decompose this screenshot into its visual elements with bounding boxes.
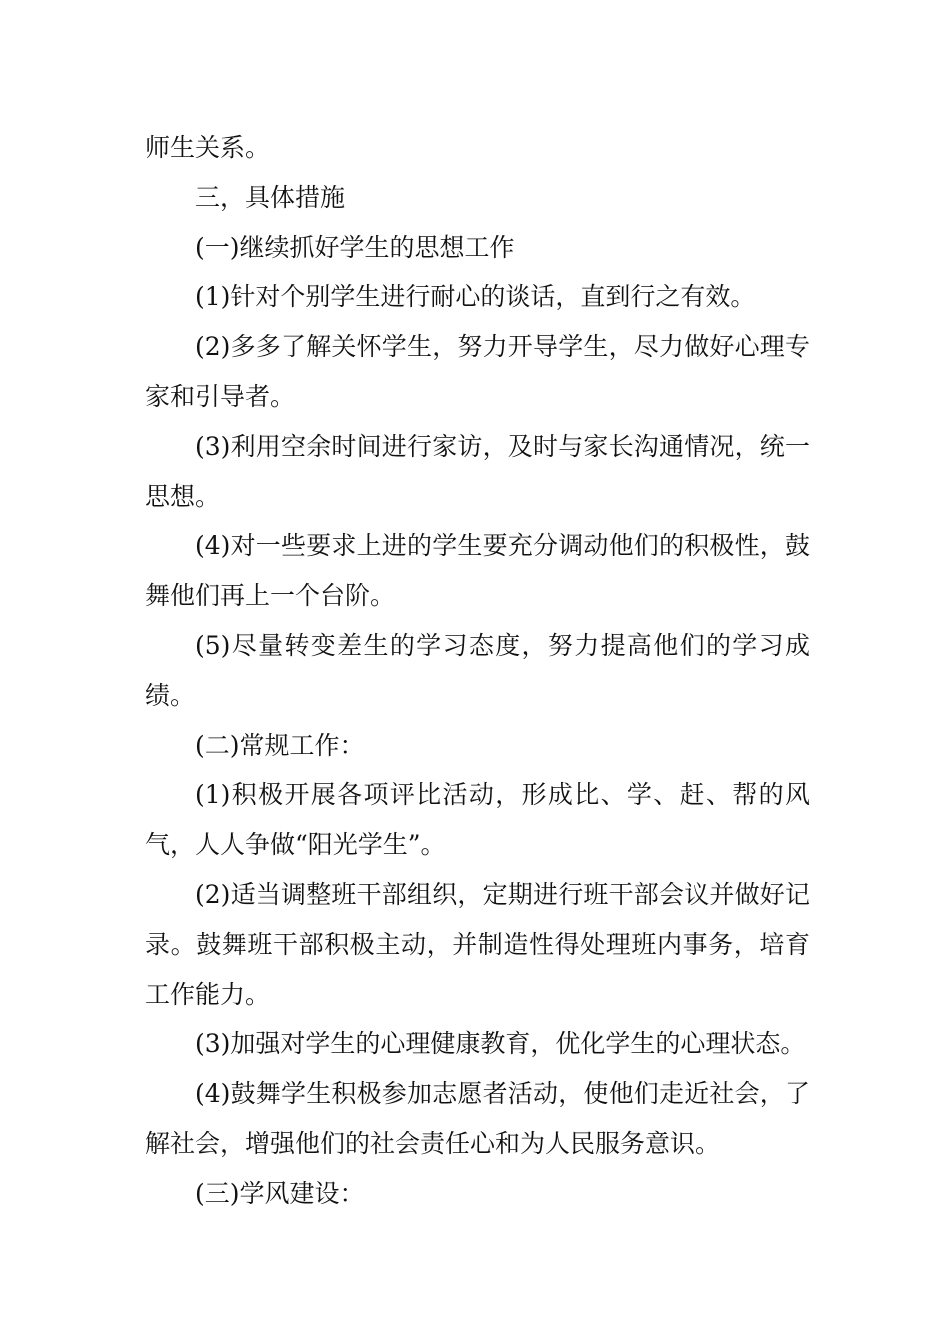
subsection-heading-routine-work: (二)常规工作：	[195, 730, 365, 760]
section-heading-specific-measures: 三，具体措施	[195, 182, 346, 212]
document-body	[145, 123, 810, 1219]
list-item-routine-2: (2)适当调整班干部组织，定期进行班干部会议并做好记录。鼓舞班干部积极主动，并制造性得处理班内事务，培育工作能力。	[145, 879, 810, 1009]
list-item-ideological-1: (1)针对个别学生进行耐心的谈话，直到行之有效。	[195, 282, 756, 312]
subsection-heading-study-style: (三)学风建设：	[195, 1178, 365, 1208]
list-item-ideological-4: (4)对一些要求上进的学生要充分调动他们的积极性，鼓舞他们再上一个台阶。	[145, 531, 810, 611]
list-item-ideological-3: (3)利用空余时间进行家访，及时与家长沟通情况，统一思想。	[145, 431, 810, 511]
list-item-ideological-5: (5)尽量转变差生的学习态度，努力提高他们的学习成绩。	[145, 630, 810, 710]
list-item-routine-3: (3)加强对学生的心理健康教育，优化学生的心理状态。	[195, 1029, 806, 1059]
paragraph-continuation: 师生关系。	[145, 133, 271, 162]
list-item-routine-4: (4)鼓舞学生积极参加志愿者活动，使他们走近社会，了解社会，增强他们的社会责任心和为人民服务意识。	[145, 1079, 810, 1158]
subsection-heading-ideological-work: (一)继续抓好学生的思想工作	[195, 232, 515, 262]
list-item-routine-1: (1)积极开展各项评比活动，形成比、学、赶、帮的风气，人人争做“阳光学生”。	[145, 780, 810, 860]
list-item-ideological-2: (2)多多了解关怀学生，努力开导学生，尽力做好心理专家和引导者。	[145, 332, 810, 411]
